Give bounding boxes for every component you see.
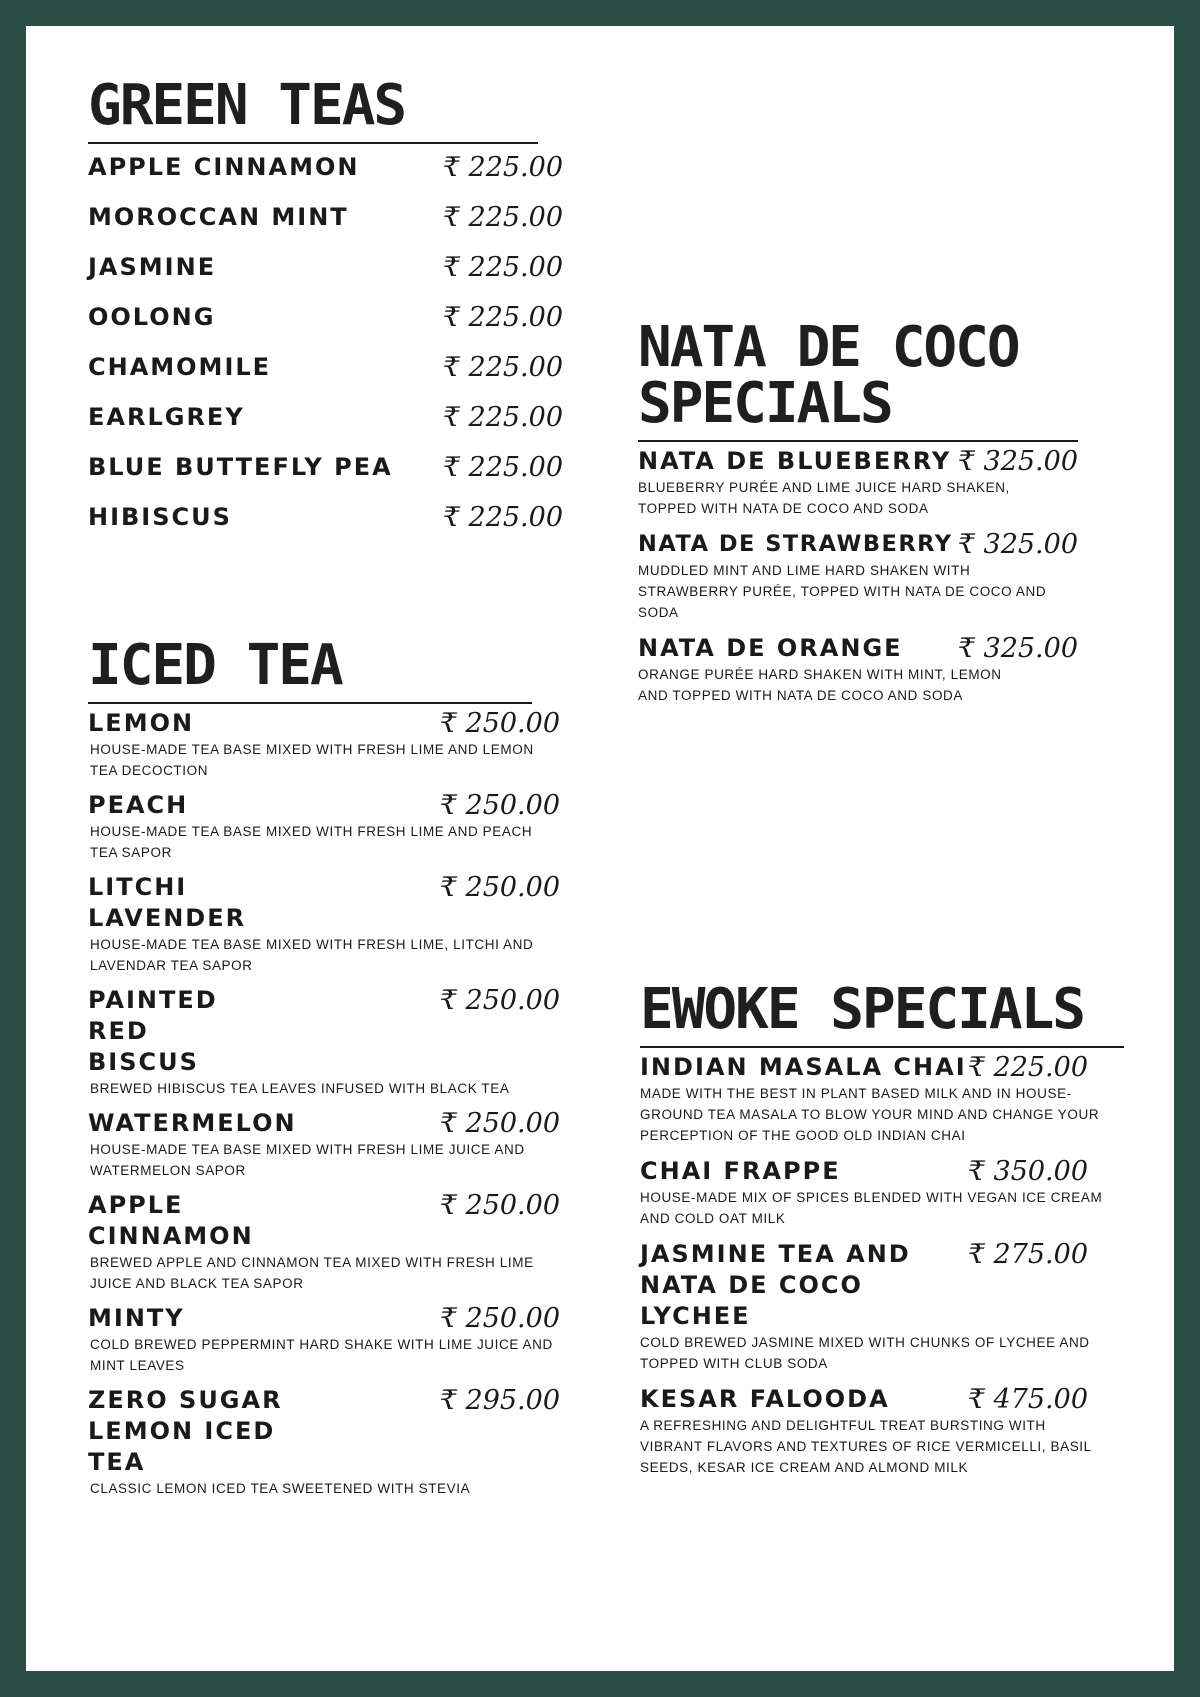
menu-item (88, 708, 560, 781)
item-name: APPLE CINNAMON (88, 1191, 254, 1250)
item-name: EARLGREY (88, 403, 245, 431)
menu-item (88, 1108, 560, 1181)
menu-item (638, 633, 1108, 706)
nata-de-coco-section (638, 315, 1108, 716)
menu-item (88, 872, 560, 976)
item-price: ₹ 225.00 (442, 252, 563, 283)
item-price: ₹ 225.00 (442, 452, 563, 483)
item-name: NATA DE STRAWBERRY (638, 531, 953, 557)
item-price: ₹ 295.00 (439, 1385, 560, 1416)
menu-item (88, 452, 566, 496)
item-name: APPLE CINNAMON (88, 153, 360, 181)
item-description: BREWED HIBISCUS TEA LEAVES INFUSED WITH BLACK TEA (90, 1081, 510, 1096)
ewoke-specials-section (640, 977, 1142, 1488)
section-title: NATA DE COCO SPECIALS (638, 315, 1019, 436)
menu-item (640, 1384, 1142, 1478)
item-price: ₹ 250.00 (439, 985, 560, 1016)
green-teas-section (88, 73, 566, 546)
item-price: ₹ 275.00 (967, 1239, 1088, 1270)
menu-item (88, 302, 566, 346)
item-name: MINTY (88, 1304, 185, 1332)
item-name: PAINTED RED BISCUS (88, 986, 218, 1076)
item-name: MOROCCAN MINT (88, 203, 349, 231)
item-name: CHAI FRAPPE (640, 1157, 841, 1185)
item-price: ₹ 250.00 (439, 708, 560, 739)
item-price: ₹ 475.00 (967, 1384, 1088, 1415)
iced-tea-section (88, 633, 560, 1508)
item-price: ₹ 225.00 (442, 502, 563, 533)
item-description: A REFRESHING AND DELIGHTFUL TREAT BURSTING WITH VIBRANT FLAVORS AND TEXTURES OF RICE VERMICELLI, BASIL SEEDS, KESAR ICE CREAM AND ALMOND MILK (640, 1418, 1092, 1475)
item-name: JASMINE (88, 253, 217, 281)
item-description: ORANGE PURÉE HARD SHAKEN WITH MINT, LEMON AND TOPPED WITH NATA DE COCO AND SODA (638, 667, 1002, 703)
item-description: CLASSIC LEMON ICED TEA SWEETENED WITH STEVIA (90, 1481, 471, 1496)
item-price: ₹ 225.00 (442, 402, 563, 433)
item-list (640, 1048, 1142, 1478)
menu-item (638, 529, 1108, 623)
item-name: WATERMELON (88, 1109, 297, 1137)
menu-item (88, 352, 566, 396)
item-description: BLUEBERRY PURÉE AND LIME JUICE HARD SHAKEN, TOPPED WITH NATA DE COCO AND SODA (638, 480, 1010, 516)
item-name: NATA DE ORANGE (638, 634, 903, 662)
item-description: COLD BREWED PEPPERMINT HARD SHAKE WITH LIME JUICE AND MINT LEAVES (90, 1337, 553, 1373)
menu-item (640, 1239, 1142, 1374)
item-description: HOUSE-MADE TEA BASE MIXED WITH FRESH LIME JUICE AND WATERMELON SAPOR (90, 1142, 525, 1178)
section-header (88, 73, 538, 144)
section-header (638, 315, 1078, 442)
item-description: MUDDLED MINT AND LIME HARD SHAKEN WITH STRAWBERRY PURÉE, TOPPED WITH NATA DE COCO AND SODA (638, 563, 1047, 620)
item-price: ₹ 250.00 (439, 872, 560, 903)
menu-item (640, 1052, 1142, 1146)
item-list (88, 704, 560, 1499)
item-price: ₹ 225.00 (967, 1052, 1088, 1083)
item-name: OOLONG (88, 303, 216, 331)
item-price: ₹ 350.00 (967, 1156, 1088, 1187)
menu-item (88, 985, 560, 1099)
section-title: EWOKE SPECIALS (640, 977, 1085, 1042)
section-title: GREEN TEAS (88, 73, 406, 138)
item-description: HOUSE-MADE TEA BASE MIXED WITH FRESH LIME, LITCHI AND LAVENDAR TEA SAPOR (90, 937, 534, 973)
item-description: COLD BREWED JASMINE MIXED WITH CHUNKS OF LYCHEE AND TOPPED WITH CLUB SODA (640, 1335, 1090, 1371)
item-name: ZERO SUGAR LEMON ICED TEA (88, 1386, 283, 1476)
menu-item (88, 1303, 560, 1376)
menu-item (640, 1156, 1142, 1229)
item-price: ₹ 250.00 (439, 1108, 560, 1139)
item-name: BLUE BUTTEFLY PEA (88, 453, 393, 481)
section-title: ICED TEA (88, 633, 342, 698)
item-price: ₹ 325.00 (957, 633, 1078, 664)
menu-item (88, 152, 566, 196)
menu-item (88, 252, 566, 296)
item-price: ₹ 325.00 (957, 529, 1078, 560)
section-header (640, 977, 1124, 1048)
item-list (88, 144, 566, 546)
section-header (88, 633, 532, 704)
item-name: LEMON (88, 709, 195, 737)
item-description: HOUSE-MADE TEA BASE MIXED WITH FRESH LIME AND PEACH TEA SAPOR (90, 824, 533, 860)
item-list (638, 442, 1108, 706)
menu-item (88, 202, 566, 246)
item-price: ₹ 225.00 (442, 152, 563, 183)
menu-item (88, 502, 566, 546)
item-price: ₹ 250.00 (439, 1190, 560, 1221)
item-name: LITCHI LAVENDER (88, 873, 247, 932)
item-price: ₹ 225.00 (442, 352, 563, 383)
item-description: HOUSE-MADE TEA BASE MIXED WITH FRESH LIME AND LEMON TEA DECOCTION (90, 742, 534, 778)
item-description: HOUSE-MADE MIX OF SPICES BLENDED WITH VEGAN ICE CREAM AND COLD OAT MILK (640, 1190, 1103, 1226)
menu-item (88, 790, 560, 863)
menu-item (88, 1385, 560, 1499)
item-price: ₹ 250.00 (439, 1303, 560, 1334)
item-name: HIBISCUS (88, 503, 232, 531)
item-name: CHAMOMILE (88, 353, 272, 381)
item-name: PEACH (88, 791, 189, 819)
menu-item (638, 446, 1108, 519)
item-description: BREWED APPLE AND CINNAMON TEA MIXED WITH FRESH LIME JUICE AND BLACK TEA SAPOR (90, 1255, 534, 1291)
item-price: ₹ 325.00 (957, 446, 1078, 477)
item-name: NATA DE BLUEBERRY (638, 447, 952, 475)
item-description: MADE WITH THE BEST IN PLANT BASED MILK AND IN HOUSE-GROUND TEA MASALA TO BLOW YOUR MIND AND CHANGE YOUR PERCEPTION OF THE GOOD OLD INDIAN CHAI (640, 1086, 1100, 1143)
menu-page (26, 26, 1174, 1671)
item-price: ₹ 225.00 (442, 202, 563, 233)
item-name: INDIAN MASALA CHAI (640, 1053, 967, 1081)
item-name: KESAR FALOODA (640, 1385, 890, 1413)
item-price: ₹ 250.00 (439, 790, 560, 821)
item-price: ₹ 225.00 (442, 302, 563, 333)
menu-item (88, 402, 566, 446)
menu-item (88, 1190, 560, 1294)
item-name: JASMINE TEA AND NATA DE COCO LYCHEE (640, 1240, 911, 1330)
